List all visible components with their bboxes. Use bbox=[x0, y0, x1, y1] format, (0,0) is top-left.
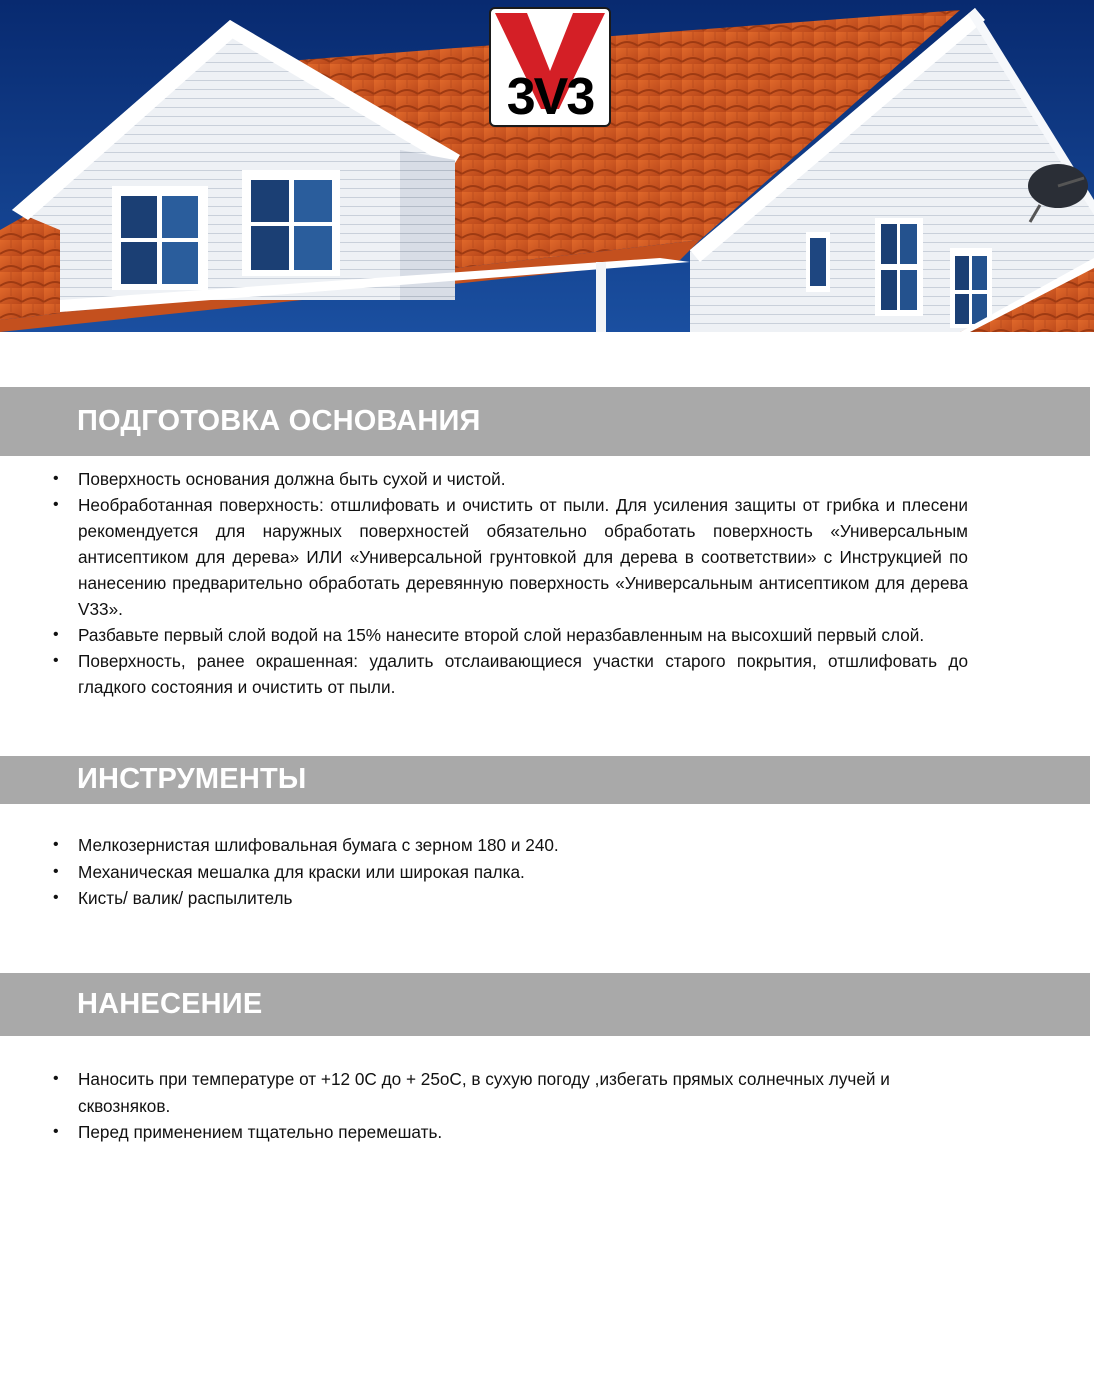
list-item: • Кисть/ валик/ распылитель bbox=[0, 885, 968, 912]
list-item: • Поверхность, ранее окрашенная: удалить отслаивающиеся участки старого покрытия, отшлифовать до гладкого состояния и очистить от пыли. bbox=[0, 648, 968, 700]
section-title-application: НАНЕСЕНИЕ bbox=[77, 988, 263, 1020]
list-item: • Поверхность основания должна быть сухой и чистой. bbox=[0, 466, 968, 492]
list-item: • Наносить при температуре от +12 0С до + 25оС, в сухую погоду ,избегать прямых солнечных лучей и сквозняков. bbox=[0, 1066, 950, 1119]
bullet-icon: • bbox=[53, 626, 59, 643]
tools-list bbox=[0, 832, 968, 912]
list-item: • Мелкозернистая шлифовальная бумага с зерном 180 и 240. bbox=[0, 832, 968, 859]
logo-text: 3V3 bbox=[506, 68, 594, 126]
bullet-icon: • bbox=[53, 889, 59, 906]
section-title-preparation: ПОДГОТОВКА ОСНОВАНИЯ bbox=[77, 405, 481, 437]
bullet-icon: • bbox=[53, 470, 59, 487]
list-item: • Необработанная поверхность: отшлифовать и очистить от пыли. Для усиления защиты от грибка и плесени рекомендуется для наружных поверхностей обязательно обработать поверхность «Универсальным антисептиком для дерева» ИЛИ «Универсальной грунтовкой для дерева в соответствии» с Инструкцией по нанесению предварительно обработать деревянную поверхность «Универсальным антисептиком для дерева V33». bbox=[0, 492, 968, 622]
bullet-icon: • bbox=[53, 652, 59, 669]
v33-logo bbox=[489, 7, 611, 127]
preparation-list bbox=[0, 466, 968, 700]
list-item: • Механическая мешалка для краски или широкая палка. bbox=[0, 859, 968, 886]
bullet-icon: • bbox=[53, 862, 59, 880]
application-list bbox=[0, 1066, 968, 1146]
bullet-icon: • bbox=[53, 496, 59, 513]
section-title-tools: ИНСТРУМЕНТЫ bbox=[77, 763, 307, 795]
hero-house-image bbox=[0, 0, 1094, 332]
list-item: • Разбавьте первый слой водой на 15% нанесите второй слой неразбавленным на высохший первый слой. bbox=[0, 622, 968, 648]
list-item: • Перед применением тщательно перемешать. bbox=[0, 1119, 968, 1146]
bullet-icon: • bbox=[53, 1123, 59, 1140]
bullet-icon: • bbox=[53, 1070, 59, 1087]
bullet-icon: • bbox=[53, 836, 59, 853]
